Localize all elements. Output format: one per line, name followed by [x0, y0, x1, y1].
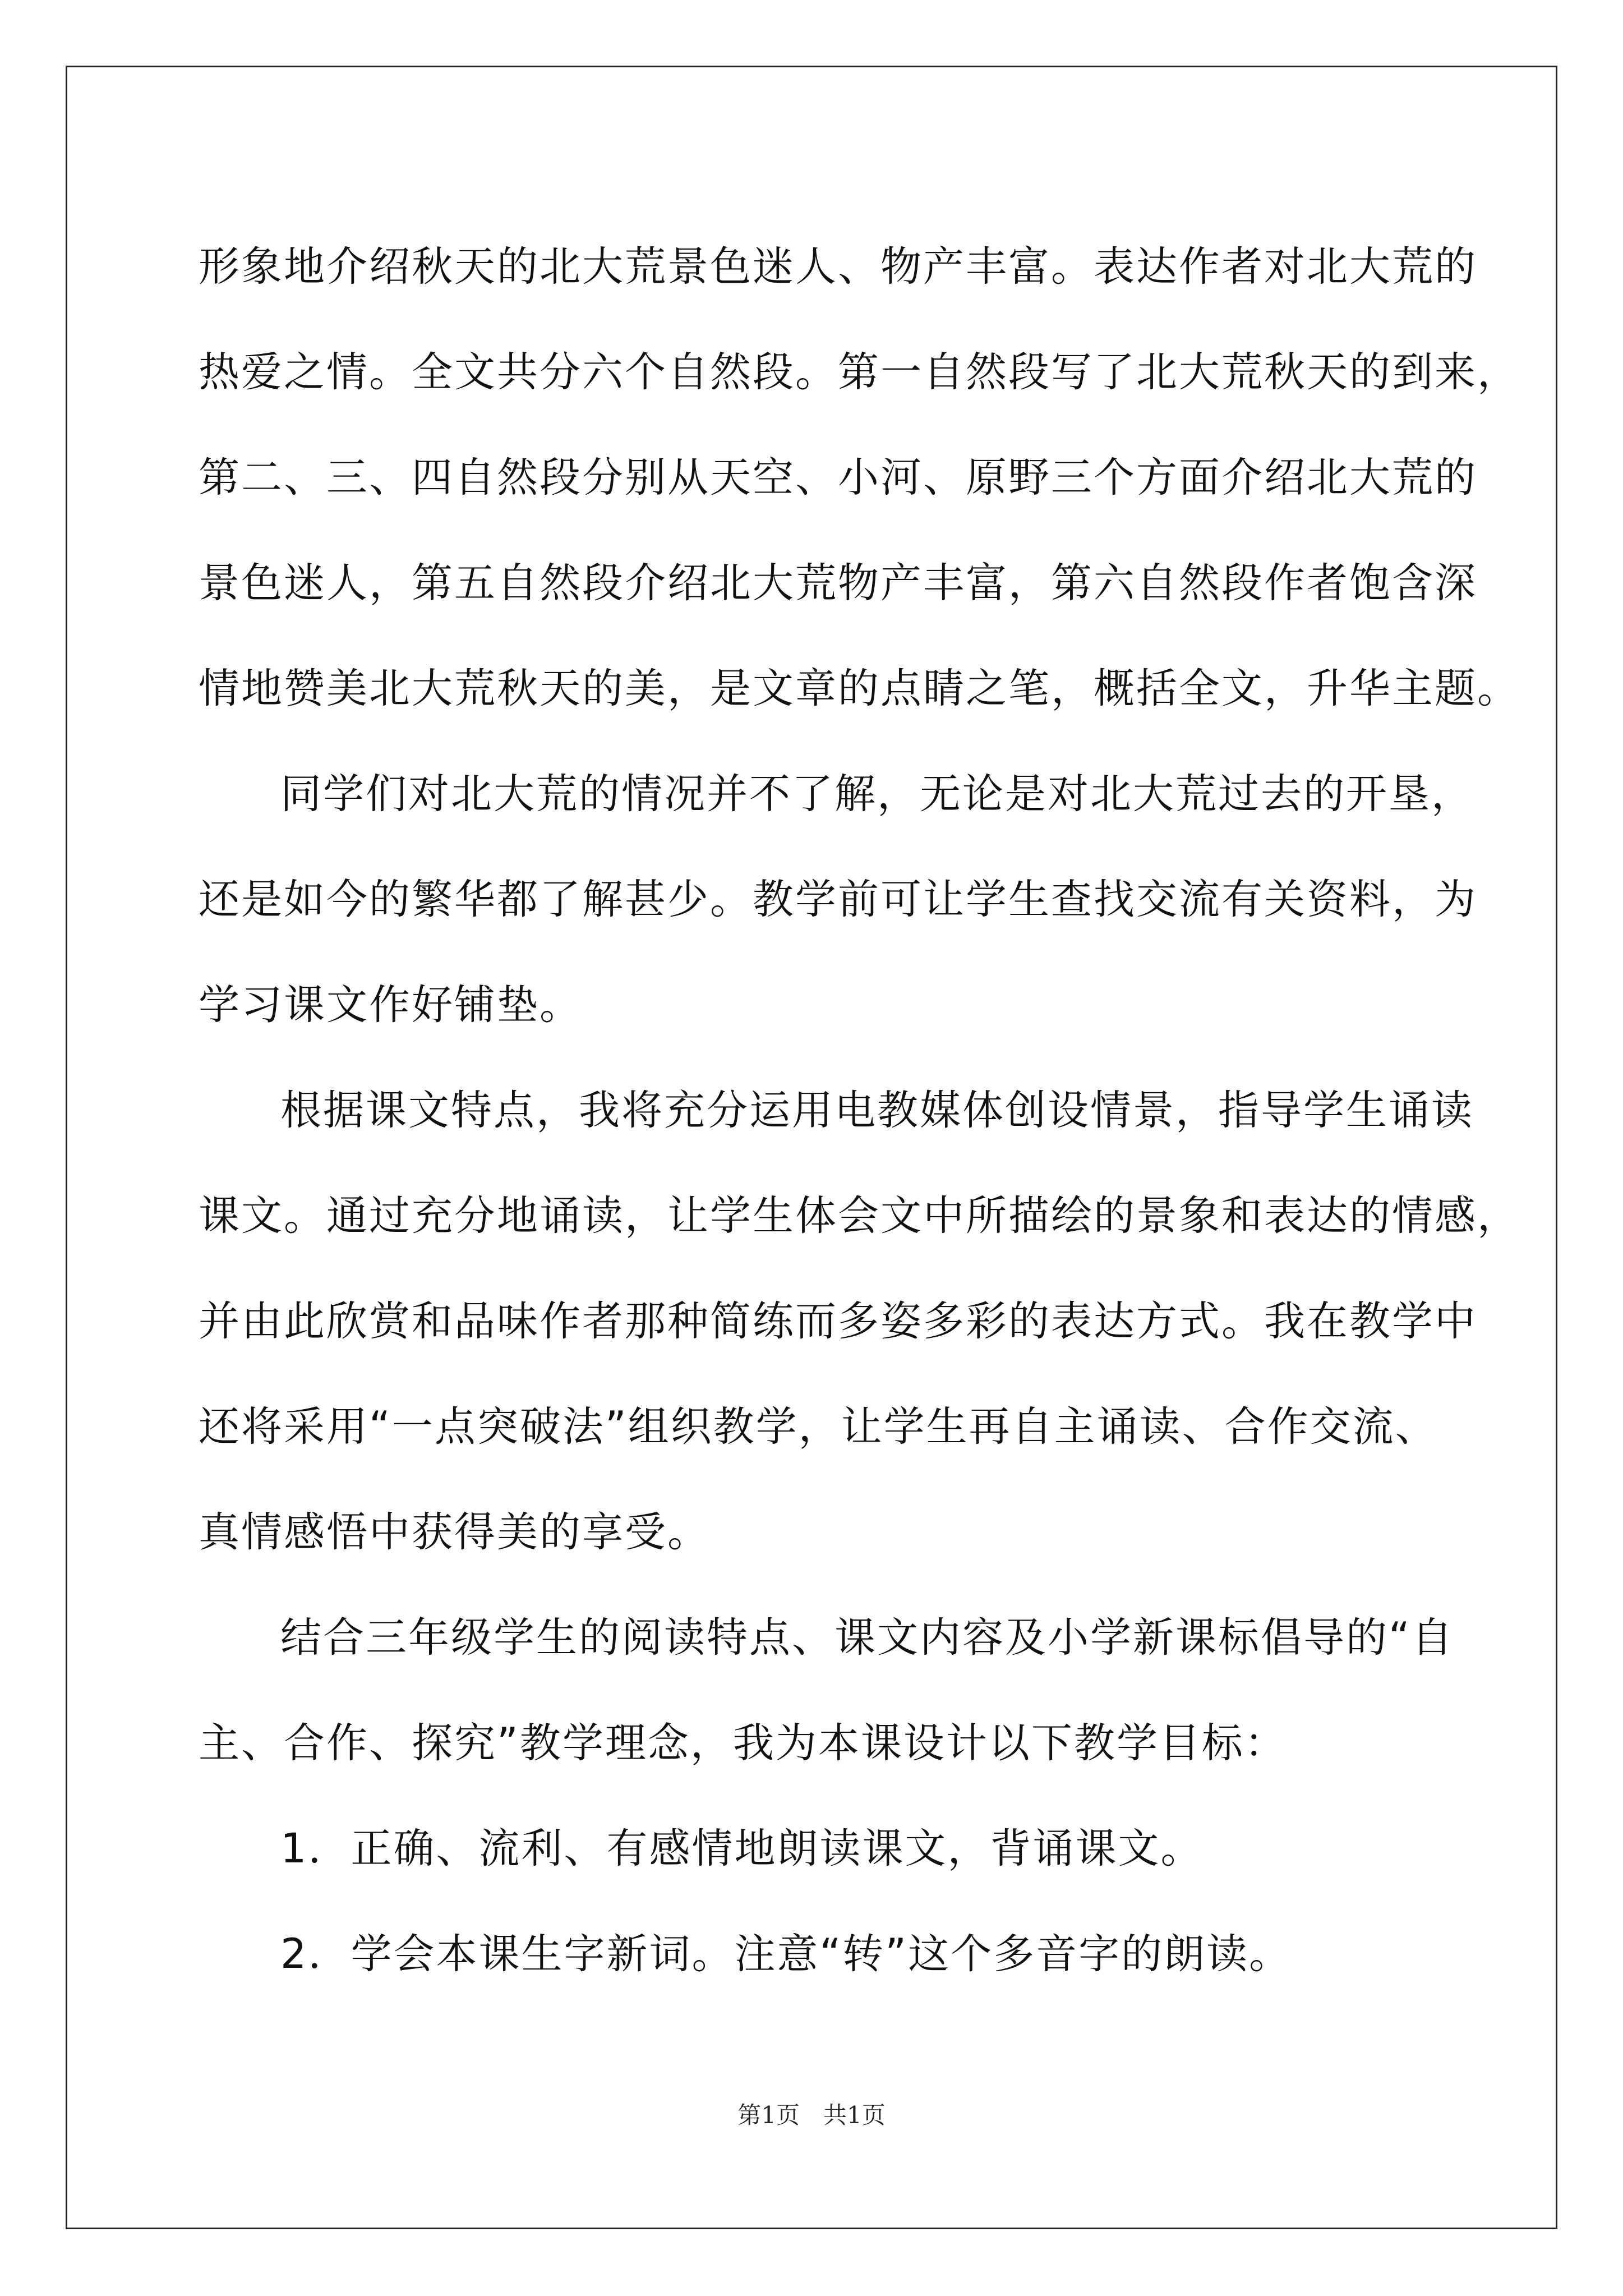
text-line: 情地赞美北大荒秋天的美，是文章的点睛之笔，概括全文，升华主题。: [199, 665, 1520, 712]
text-line: 并由此欣赏和品味作者那种简练而多姿多彩的表达方式。我在教学中: [199, 1297, 1477, 1345]
text-line: 还是如今的繁华都了解甚少。教学前可让学生查找交流有关资料，为: [199, 876, 1477, 923]
text-line: 热爱之情。全文共分六个自然段。第一自然段写了北大荒秋天的到来，: [199, 348, 1520, 396]
document-body: [199, 214, 1520, 2007]
text-line: 形象地介绍秋天的北大荒景色迷人、物产丰富。表达作者对北大荒的: [199, 243, 1477, 291]
text-line: 1．正确、流利、有感情地朗读课文，背诵课文。: [280, 1825, 1204, 1872]
text-line: 真情感悟中获得美的享受。: [199, 1508, 710, 1556]
text-line: 学习课文作好铺垫。: [199, 981, 582, 1029]
text-line: 结合三年级学生的阅读特点、课文内容及小学新课标倡导的“自: [280, 1614, 1454, 1662]
text-line: 2．学会本课生字新词。注意“转”这个多音字的朗读。: [280, 1930, 1292, 1978]
text-line: 课文。通过充分地诵读，让学生体会文中所描绘的景象和表达的情感，: [199, 1192, 1520, 1240]
text-line: 同学们对北大荒的情况并不了解，无论是对北大荒过去的开垦，: [280, 770, 1474, 818]
text-line: 主、合作、探究”教学理念，我为本课设计以下教学目标：: [199, 1719, 1287, 1767]
page-footer: 第1页 共1页: [737, 2101, 886, 2129]
text-line: 还将采用“一点突破法”组织教学，让学生再自主诵读、合作交流、: [199, 1403, 1438, 1451]
text-line: 根据课文特点，我将充分运用电教媒体创设情景，指导学生诵读: [280, 1087, 1474, 1134]
text-line: 景色迷人，第五自然段介绍北大荒物产丰富，第六自然段作者饱含深: [199, 559, 1477, 607]
text-line: 第二、三、四自然段分别从天空、小河、原野三个方面介绍北大荒的: [199, 454, 1477, 501]
